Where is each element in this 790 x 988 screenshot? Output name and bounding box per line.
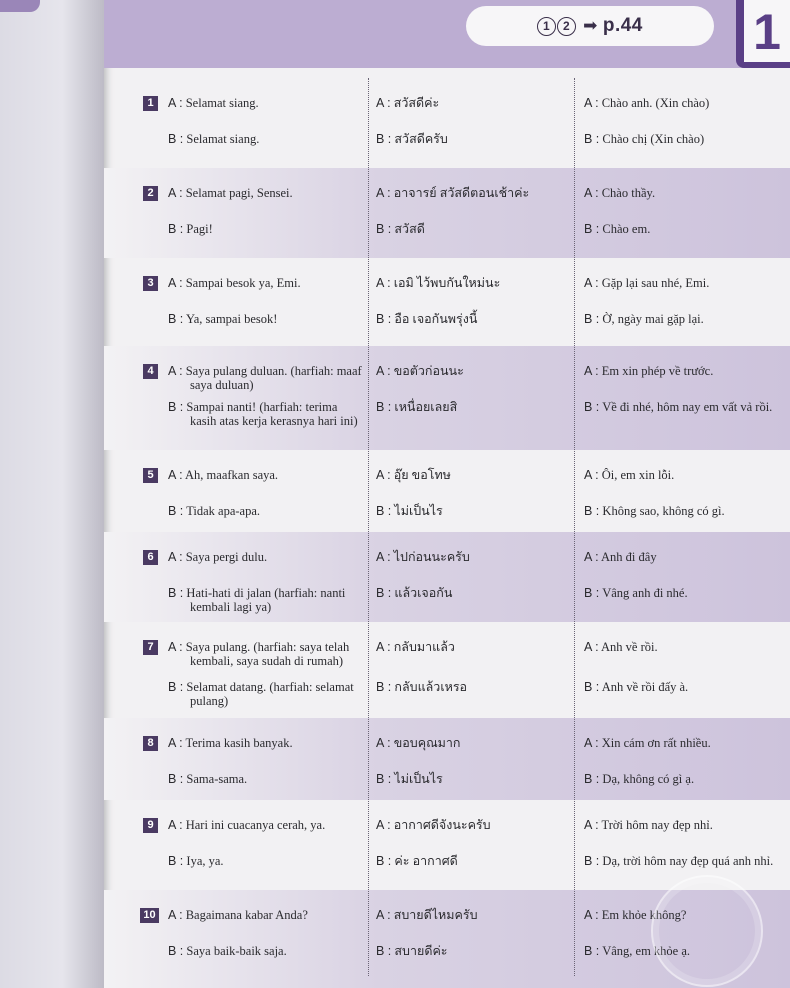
indonesian-line-b <box>168 222 363 236</box>
speaker-label: A : <box>168 276 183 290</box>
utterance-text: แล้วเจอกัน <box>394 586 453 600</box>
utterance-text: กลับแล้วเหรอ <box>394 680 468 694</box>
utterance <box>584 736 784 750</box>
utterance-text: ไปก่อนนะครับ <box>393 550 470 564</box>
speaker-label: B : <box>168 854 184 868</box>
utterance-text: Vâng anh đi nhé. <box>602 586 688 600</box>
utterance-text: Trời hôm nay đẹp nhỉ. <box>601 818 713 832</box>
vietnamese-line-b <box>584 680 784 694</box>
reference-circle-1: 1 <box>537 17 556 36</box>
utterance-text: สวัสดีค่ะ <box>393 96 440 110</box>
utterance <box>584 504 784 518</box>
utterance <box>168 468 363 482</box>
utterance <box>584 680 784 694</box>
utterance-text: อากาศดีจังนะครับ <box>393 818 491 832</box>
utterance-text: Saya pulang duluan. (harfiah: maaf saya duluan) <box>185 364 362 392</box>
thai-line-b <box>376 854 576 868</box>
row-number-badge: 1 <box>143 96 158 111</box>
utterance <box>584 312 784 326</box>
utterance <box>376 586 576 600</box>
reference-circle-2: 2 <box>557 17 576 36</box>
thai-line-a <box>376 908 576 922</box>
column-divider-1 <box>368 78 369 976</box>
indonesian-line-a <box>168 550 363 564</box>
speaker-label: A : <box>584 736 599 750</box>
indonesian-line-a <box>168 468 363 482</box>
speaker-label: A : <box>376 468 391 482</box>
indonesian-line-a <box>168 276 363 290</box>
speaker-label: B : <box>376 944 392 958</box>
utterance <box>584 96 784 110</box>
indonesian-line-a <box>168 640 363 668</box>
speaker-label: A : <box>584 96 599 110</box>
indonesian-line-b <box>168 400 363 428</box>
vietnamese-line-b <box>584 400 784 414</box>
indonesian-line-a <box>168 736 363 750</box>
row-number-badge: 7 <box>143 640 158 655</box>
speaker-label: B : <box>376 586 392 600</box>
dialogue-row <box>104 450 790 532</box>
row-number-badge: 2 <box>143 186 158 201</box>
utterance-text: Anh đi đây <box>601 550 657 564</box>
utterance-text: Terima kasih banyak. <box>185 736 293 750</box>
speaker-label: A : <box>376 736 391 750</box>
indonesian-line-b <box>168 504 363 518</box>
vietnamese-line-a <box>584 736 784 750</box>
speaker-label: A : <box>376 640 391 654</box>
row-number-badge: 8 <box>143 736 158 751</box>
vietnamese-line-b <box>584 504 784 518</box>
utterance <box>168 132 363 146</box>
speaker-label: B : <box>376 772 392 786</box>
utterance <box>168 276 363 290</box>
utterance-text: Selamat siang. <box>185 96 259 110</box>
speaker-label: B : <box>168 312 184 326</box>
thai-line-b <box>376 944 576 958</box>
facing-page-edge <box>0 0 104 988</box>
utterance-text: Selamat datang. (harfiah: selamat pulang) <box>186 680 354 708</box>
row-number-badge: 3 <box>143 276 158 291</box>
utterance-text: Saya pergi dulu. <box>185 550 268 564</box>
speaker-label: A : <box>584 550 599 564</box>
utterance <box>168 680 363 708</box>
speaker-label: B : <box>584 504 600 518</box>
utterance-text: Ôi, em xin lỗi. <box>601 468 675 482</box>
utterance-text: ขอบคุณมาก <box>393 736 461 750</box>
vietnamese-line-a <box>584 186 784 200</box>
utterance <box>376 736 576 750</box>
indonesian-line-b <box>168 944 363 958</box>
utterance-text: Sampai nanti! (harfiah: terima kasih atas kerja kerasnya hari ini) <box>186 400 358 428</box>
speaker-label: A : <box>168 640 183 654</box>
speaker-label: A : <box>168 186 183 200</box>
thai-line-b <box>376 222 576 236</box>
row-number-badge: 4 <box>143 364 158 379</box>
speaker-label: A : <box>168 468 183 482</box>
utterance-text: Saya pulang. (harfiah: saya telah kembali, saya sudah di rumah) <box>185 640 350 668</box>
utterance-text: Chào anh. (Xin chào) <box>601 96 710 110</box>
speaker-label: B : <box>584 586 600 600</box>
dialogue-row <box>104 168 790 258</box>
utterance <box>168 586 363 614</box>
utterance <box>376 400 576 414</box>
utterance-text: สวัสดี <box>394 222 425 236</box>
dialogue-row <box>104 78 790 168</box>
dialogue-row <box>104 346 790 450</box>
utterance <box>168 736 363 750</box>
row-number-badge: 6 <box>143 550 158 565</box>
utterance-text: Ya, sampai besok! <box>185 312 278 326</box>
speaker-label: A : <box>376 364 391 378</box>
vietnamese-line-a <box>584 364 784 378</box>
utterance <box>376 550 576 564</box>
utterance-text: สบายดีไหมครับ <box>393 908 478 922</box>
utterance-text: Chào chị (Xin chào) <box>602 132 705 146</box>
utterance-text: ไม่เป็นไร <box>394 772 443 786</box>
utterance <box>376 680 576 694</box>
thai-line-b <box>376 400 576 414</box>
utterance <box>168 772 363 786</box>
speaker-label: B : <box>376 132 392 146</box>
utterance-text: สวัสดีครับ <box>394 132 448 146</box>
speaker-label: B : <box>168 222 184 236</box>
utterance-text: Em khỏe không? <box>601 908 687 922</box>
thai-line-b <box>376 504 576 518</box>
utterance <box>584 222 784 236</box>
utterance <box>168 400 363 428</box>
utterance-text: ขอตัวก่อนนะ <box>393 364 464 378</box>
dialogue-row <box>104 800 790 890</box>
column-divider-2 <box>574 78 575 976</box>
reference-page: p.44 <box>602 15 643 36</box>
utterance-text: เหนื่อยเลยสิ <box>394 400 458 414</box>
vietnamese-line-a <box>584 818 784 832</box>
vietnamese-line-a <box>584 550 784 564</box>
utterance <box>584 640 784 654</box>
utterance-text: Hari ini cuacanya cerah, ya. <box>185 818 326 832</box>
speaker-label: B : <box>584 132 600 146</box>
thai-line-b <box>376 680 576 694</box>
utterance-text: Chào thầy. <box>601 186 656 200</box>
indonesian-line-a <box>168 364 363 392</box>
utterance-text: Selamat pagi, Sensei. <box>185 186 293 200</box>
indonesian-line-a <box>168 96 363 110</box>
vietnamese-line-b <box>584 222 784 236</box>
dialogue-row <box>104 718 790 800</box>
speaker-label: B : <box>376 312 392 326</box>
thai-line-a <box>376 640 576 654</box>
utterance-text: Không sao, không có gì. <box>602 504 725 518</box>
utterance <box>376 854 576 868</box>
utterance-text: Chào em. <box>602 222 651 236</box>
speaker-label: A : <box>584 186 599 200</box>
speaker-label: A : <box>168 364 183 378</box>
utterance-text: Ah, maafkan saya. <box>185 468 279 482</box>
speaker-label: B : <box>376 222 392 236</box>
utterance <box>584 400 784 414</box>
utterance-text: อาจารย์ สวัสดีตอนเช้าค่ะ <box>393 186 530 200</box>
utterance <box>168 550 363 564</box>
thai-line-a <box>376 818 576 832</box>
indonesian-line-b <box>168 680 363 708</box>
utterance <box>376 276 576 290</box>
speaker-label: A : <box>584 276 599 290</box>
thai-line-a <box>376 736 576 750</box>
vietnamese-line-b <box>584 312 784 326</box>
vietnamese-line-a <box>584 276 784 290</box>
speaker-label: A : <box>584 908 599 922</box>
utterance-text: Gặp lại sau nhé, Emi. <box>601 276 710 290</box>
utterance-text: Sama-sama. <box>186 772 248 786</box>
utterance <box>376 908 576 922</box>
utterance-text: Tidak apa-apa. <box>186 504 261 518</box>
thai-line-b <box>376 132 576 146</box>
utterance <box>168 222 363 236</box>
chapter-number: 1 <box>744 0 790 62</box>
utterance-text: กลับมาแล้ว <box>393 640 455 654</box>
speaker-label: A : <box>376 818 391 832</box>
speaker-label: A : <box>376 96 391 110</box>
indonesian-line-a <box>168 818 363 832</box>
utterance-text: Anh về rồi. <box>601 640 658 654</box>
utterance-text: Về đi nhé, hôm nay em vất vả rồi. <box>602 400 773 414</box>
utterance <box>168 364 363 392</box>
facing-page-corner <box>0 0 40 12</box>
vietnamese-line-b <box>584 586 784 600</box>
indonesian-line-b <box>168 132 363 146</box>
utterance <box>376 132 576 146</box>
utterance <box>584 854 784 868</box>
document-page <box>104 0 790 988</box>
speaker-label: B : <box>376 504 392 518</box>
speaker-label: B : <box>168 132 184 146</box>
vietnamese-line-b <box>584 854 784 868</box>
speaker-label: A : <box>376 550 391 564</box>
utterance <box>584 186 784 200</box>
speaker-label: B : <box>376 854 392 868</box>
utterance <box>376 640 576 654</box>
dialogue-row <box>104 532 790 622</box>
row-number-badge: 5 <box>143 468 158 483</box>
speaker-label: A : <box>584 818 599 832</box>
utterance <box>584 364 784 378</box>
speaker-label: B : <box>168 400 184 414</box>
speaker-label: B : <box>584 854 600 868</box>
utterance <box>584 468 784 482</box>
utterance <box>376 312 576 326</box>
speaker-label: B : <box>168 680 184 694</box>
speaker-label: A : <box>168 908 183 922</box>
arrow-right-icon: ➡ <box>583 16 598 35</box>
utterance-text: อุ๊ย ขอโทษ <box>393 468 451 482</box>
utterance <box>168 640 363 668</box>
speaker-label: B : <box>584 772 600 786</box>
utterance-text: Bagaimana kabar Anda? <box>185 908 308 922</box>
speaker-label: B : <box>376 680 392 694</box>
utterance-text: สบายดีค่ะ <box>394 944 448 958</box>
utterance-text: Anh về rồi đấy à. <box>601 680 689 694</box>
utterance <box>584 772 784 786</box>
vietnamese-line-a <box>584 96 784 110</box>
speaker-label: B : <box>376 400 392 414</box>
utterance-text: Pagi! <box>186 222 213 236</box>
speaker-label: A : <box>168 96 183 110</box>
thai-line-a <box>376 276 576 290</box>
utterance-text: Sampai besok ya, Emi. <box>185 276 301 290</box>
utterance <box>376 944 576 958</box>
speaker-label: B : <box>168 772 184 786</box>
thai-line-b <box>376 772 576 786</box>
speaker-label: B : <box>584 680 600 694</box>
speaker-label: A : <box>168 818 183 832</box>
vietnamese-line-a <box>584 468 784 482</box>
utterance <box>168 96 363 110</box>
utterance <box>584 132 784 146</box>
utterance <box>168 854 363 868</box>
utterance <box>584 276 784 290</box>
utterance <box>376 818 576 832</box>
thai-line-a <box>376 186 576 200</box>
speaker-label: A : <box>584 364 599 378</box>
utterance <box>168 908 363 922</box>
utterance <box>168 504 363 518</box>
thai-line-a <box>376 468 576 482</box>
utterance-text: ค่ะ อากาศดี <box>394 854 458 868</box>
dialogue-row <box>104 622 790 718</box>
utterance <box>376 222 576 236</box>
speaker-label: A : <box>168 736 183 750</box>
indonesian-line-a <box>168 186 363 200</box>
vietnamese-line-a <box>584 640 784 654</box>
chapter-tab <box>736 0 790 68</box>
utterance-text: Saya baik-baik saja. <box>186 944 287 958</box>
speaker-label: B : <box>584 944 600 958</box>
speaker-label: A : <box>376 186 391 200</box>
speaker-label: A : <box>584 640 599 654</box>
utterance <box>376 364 576 378</box>
utterance <box>376 468 576 482</box>
indonesian-line-a <box>168 908 363 922</box>
utterance-text: Dạ, không có gì ạ. <box>602 772 695 786</box>
speaker-label: B : <box>168 504 184 518</box>
utterance-text: Vâng, em khỏe ạ. <box>602 944 691 958</box>
speaker-label: B : <box>584 312 600 326</box>
thai-line-a <box>376 364 576 378</box>
speaker-label: A : <box>168 550 183 564</box>
vietnamese-line-b <box>584 772 784 786</box>
utterance <box>168 818 363 832</box>
thai-line-b <box>376 586 576 600</box>
speaker-label: B : <box>168 944 184 958</box>
utterance-text: Iya, ya. <box>186 854 224 868</box>
utterance-text: ไม่เป็นไร <box>394 504 443 518</box>
page-reference <box>466 6 714 46</box>
utterance <box>168 186 363 200</box>
utterance <box>584 818 784 832</box>
utterance <box>168 312 363 326</box>
utterance-text: Xin cám ơn rất nhiều. <box>601 736 711 750</box>
row-number-badge: 10 <box>140 908 159 923</box>
speaker-label: B : <box>584 400 600 414</box>
speaker-label: A : <box>584 468 599 482</box>
utterance-text: Em xin phép về trước. <box>601 364 714 378</box>
utterance <box>168 944 363 958</box>
indonesian-line-b <box>168 586 363 614</box>
utterance-text: Selamat siang. <box>186 132 260 146</box>
speaker-label: B : <box>584 222 600 236</box>
speaker-label: A : <box>376 908 391 922</box>
indonesian-line-b <box>168 772 363 786</box>
speaker-label: B : <box>168 586 184 600</box>
utterance-text: Ờ, ngày mai gặp lại. <box>602 312 704 326</box>
row-number-badge: 9 <box>143 818 158 833</box>
thai-line-b <box>376 312 576 326</box>
utterance <box>376 504 576 518</box>
utterance <box>584 550 784 564</box>
speaker-label: A : <box>376 276 391 290</box>
utterance <box>376 772 576 786</box>
watermark-seal <box>651 875 763 987</box>
utterance-text: อือ เจอกันพรุ่งนี้ <box>394 312 478 326</box>
dialogue-row <box>104 258 790 346</box>
utterance <box>584 586 784 600</box>
indonesian-line-b <box>168 312 363 326</box>
utterance-text: เอมิ ไว้พบกันใหม่นะ <box>393 276 501 290</box>
utterance-text: Hati-hati di jalan (harfiah: nanti kembali lagi ya) <box>186 586 346 614</box>
utterance-text: Dạ, trời hôm nay đẹp quá anh nhỉ. <box>602 854 774 868</box>
utterance <box>376 186 576 200</box>
utterance <box>376 96 576 110</box>
indonesian-line-b <box>168 854 363 868</box>
thai-line-a <box>376 550 576 564</box>
vietnamese-line-b <box>584 132 784 146</box>
thai-line-a <box>376 96 576 110</box>
